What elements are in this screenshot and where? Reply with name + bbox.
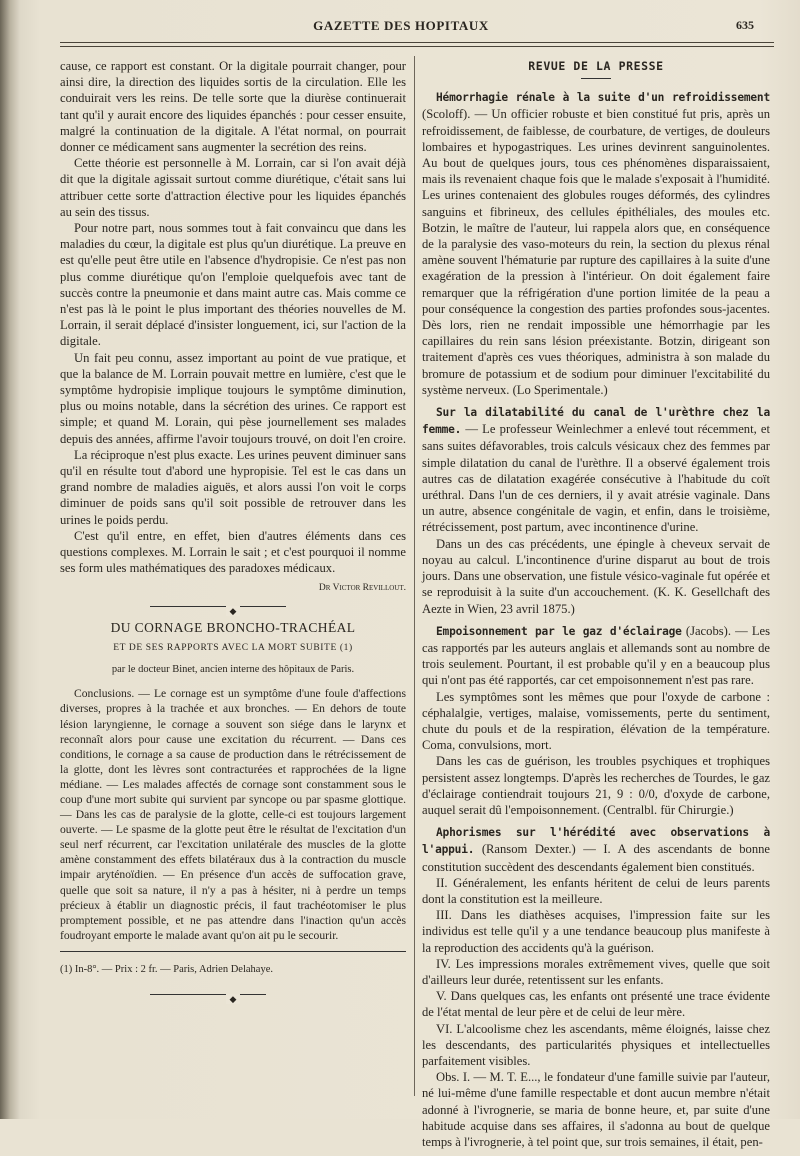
entry-paragraph: VI. L'alcoolisme chez les ascendants, même éloignés, laisse chez les descendants, des particularités physiques et intellectuelles parfaitement visibles. (422, 1021, 770, 1068)
paragraph: Cette théorie est personnelle à M. Lorrain, car si l'on avait déjà dit que la digitale agissait surtout comme diurétique, c'était sans lui attribuer cette sorte d'attraction élective pour les liquides épanchés au sein des tissus. (60, 156, 406, 219)
entry-heading: Aphorismes sur l'hérédité avec observations à l'appui. (422, 826, 770, 857)
page-header (30, 18, 772, 42)
entry-paragraph: II. Généralement, les enfants héritent de celui de leurs parents dont la constitution est la meilleure. (422, 875, 770, 906)
entry-text: (Ransom Dexter.) — I. A des ascendants de bonne constitution succèdent des descendants également bien constitués. (422, 842, 771, 874)
press-entry (422, 824, 770, 1150)
paragraph: La réciproque n'est plus exacte. Les urines peuvent diminuer sans qu'il en résulte tout d'abord une hypropisie. Tel est le cas dans un grand nombre de maladies aiguës, et alors aussi l'on voit le corps diminuer de poids sans qu'il soit possible de retrouver dans les urines le poids perdu. (60, 447, 406, 527)
entry-heading: Empoisonnement par le gaz d'éclairage (436, 624, 682, 638)
paragraph: C'est qu'il entre, en effet, bien d'autres éléments dans ces questions complexes. M. Lorrain le sait ; et c'est pourquoi il nomme ses form ules mathématiques des paradoxes médicaux. (60, 528, 406, 576)
paragraph: Pour notre part, nous sommes tout à fait convaincu que dans les maladies du cœur, la digitale est plus qu'un diurétique. La preuve en est qu'elle peut être utile en l'absence d'hydropisie. Ce n'est pas non plus comme diurétique qu'on l'emploie quelquefois avec tant de succès contre la pneumonie et dans maint autre cas. Mais comme ce n'est pas là le point le plus important des théories nouvelles de M. Lorrain, il serait déplacé d'insister longuement, ici, sur l'action de la digitale. (60, 221, 406, 349)
footnote: (1) In-8°. — Prix : 2 fr. — Paris, Adrien Delahaye. (60, 963, 273, 975)
press-entry (422, 623, 770, 818)
entry-paragraph: IV. Les impressions morales extrêmement vives, quelle que soit d'ailleurs leur durée, retentissent sur les enfants. (422, 956, 770, 987)
article-author: par le docteur Binet, ancien interne des hôpitaux de Paris. (111, 664, 355, 676)
entry-text: — Le professeur Weinlechmer a enlevé tout récemment, et sans suites défavorables, trois calculs vésicaux chez des femmes par simple dilatation du canal de l'urèthre. Il a observé également trois autres cas de dilatation exagérée consécutive à l'habitude du coït uréthral. Dans l'un de ces derniers, il y avait atrésie vaginale. Dans un autre, absence congénitale de vagin, et enfin, dans le troisième, rétrécissement, post partum, avec incontinence d'urine. (422, 422, 770, 535)
entry-paragraph: III. Dans les diathèses acquises, l'impression faite sur les individus est telle qu'il y a une tendance beaucoup plus manifeste à la reproduction des accidents qu'à la guérison. (422, 908, 770, 955)
article-title: DU CORNAGE BRONCHO-TRACHÉAL (110, 619, 356, 635)
article-body: Conclusions. — Le cornage est un symptôme d'une foule d'affections diverses, propres à la trachée et aux bronches. — En dehors de toute lésion laryngienne, le cornage a souvent son siége dans le larynx et reconnaît alors pour cause une excitation du récurrent. — Dans ces conditions, le cornage a sa cause de production dans le rétrécissement de la glotte, dont les lèvres sont contracturées et rapprochées de la ligne médiane. — Les malades affectés de cornage sont constamment sous le coup d'une mort subite qui survient par syncope ou par spasme glottique. — Dans les cas de paralysie de la glotte, celle-ci est toujours largement ouverte. — Le spasme de la glotte peut être le résultat de l'excitation d'un seul nerf récurrent, car l'excitation unilatérale des muscles de la glotte amène constamment des effets bilatéraux dus à la contraction du muscle impair aryténoïdien. — En présence d'un accès de suffocation grave, quelle que soit sa nature, il n'y a pas à hésiter, ni à perdre un temps précieux à établir un diagnostic précis, il faut trachéotomiser le plus promptement possible, et ne pas attendre dans l'inaction qu'un accès foudroyant emporte le malade avant qu'on ait pu le secourir. (60, 687, 406, 942)
press-entry (422, 89, 770, 398)
entry-paragraph: Les symptômes sont les mêmes que pour l'oxyde de carbone : céphalalgie, vertiges, malaise, vomissements, perte du sentiment, chute du pouls et de la respiration, élévation de la température. Coma, convulsions, mort. (422, 689, 770, 753)
paragraph: Un fait peu connu, assez important au point de vue pratique, et que la balance de M. Lorrain pouvait mettre en lumière, c'est que le symptôme hydropisie implique toujours le symptôme diminution, plus ou moins notable, dans la sécrétion des urines. Ce rapport est simple; et quand M. Lorain, qui pèse journellement ses malades depuis des années, affirme l'avoir toujours trouvé, on doit l'en croire. (60, 350, 406, 446)
column-divider (414, 56, 415, 1096)
paragraph: cause, ce rapport est constant. Or la digitale pourrait changer, pour ainsi dire, la direction des liquides sortis de la circulation. Elle les conduirait vers les reins. De telle sorte que la diurèse continuerait tant qu'il y aurait encore des liquides épanchés : pour cesser ensuite, malgré la continuation de la digitale. A l'état normal, on pourrait donner ce médicament sans augmenter la secrétion des reins. (60, 59, 406, 155)
journal-title: GAZETTE DES HOPITAUX (313, 18, 489, 33)
header-rule-double (60, 46, 774, 47)
entry-heading: Sur la dilatabilité du canal de l'urèthre chez la femme. (422, 406, 770, 437)
footnote-rule (60, 951, 406, 952)
ornament-divider-end (60, 990, 406, 1005)
ornament-icon: ◆ (226, 994, 241, 1004)
section-title: REVUE DE LA PRESSE (528, 59, 664, 73)
entry-heading: Hémorrhagie rénale à la suite d'un refroidissement (436, 91, 770, 105)
press-entry (422, 404, 770, 617)
entry-paragraph: Dans un des cas précédents, une épingle à cheveux servait de noyau au calcul. L'incontinence d'urine disparut au bout de trois jours. Dans une observation, une fistule vésico-vaginale fut opérée et se reproduisit à la suite d'un accouchement. (K. K. Gesellchaft des Aezte in Wien, 23 avril 1875.) (422, 536, 770, 616)
ornament-divider (60, 602, 406, 616)
entry-paragraph: V. Dans quelques cas, les enfants ont présenté une trace évidente de l'état mental de leur père et de celui de leur mère. (422, 989, 770, 1020)
right-column (422, 58, 770, 1156)
ornament-icon: ◆ (226, 606, 241, 616)
article-subtitle: ET DE SES RAPPORTS AVEC LA MORT SUBITE (1) (113, 642, 353, 653)
entry-paragraph: Dans les cas de guérison, les troubles psychiques et trophiques persistent assez longtemps. D'après les recherches de Tourdes, le gaz d'éclairage contiendrait toujours 21, 9 : 0/0, d'oxyde de carbone, auquel serait dû l'empoisonnement. (Centralbl. für Chirurgie.) (422, 754, 770, 817)
page-number: 635 (736, 18, 754, 32)
left-column (60, 58, 406, 1005)
entry-paragraph: Obs. I. — M. T. E..., le fondateur d'une famille suivie par l'auteur, né lui-même d'une famille respectable et dont aucun membre n'était adonné à l'ivrognerie, se maria de bonne heure, et, par suite d'une habitude acquise dans ses affaires, il s'adonna au bout de quelque temps à l'ivrognerie, à tel point que, sur trois semaines, il était, pen- (422, 1070, 770, 1149)
section-rule (581, 78, 611, 79)
author-signature: Dr Victor Revillout. (318, 582, 406, 593)
header-rule (60, 42, 774, 43)
entry-text: (Jacobs). — Les cas rapportés par les auteurs anglais et allemands sont au nombre de trois seulement. Pourtant, il est probable qu'il y en a beaucoup plus qui n'ont pas été rapportés, car cet empoisonnement n'est pas rare. (422, 623, 771, 688)
entry-text: (Scoloff). — Un officier robuste et bien constitué fut pris, après un refroidissement, de faiblesse, de courbature, de vertiges, de douleurs lombaires et hypogastriques. Les urines devinrent sanguinolentes. Au bout de quelques jours, tous ces phénomènes disparaissaient, mais ils revenaient chaque fois que le malade s'exposait à l'humidité. Les urines contenaient des globules rouges déformés, des cylindres sanguins et fibrineux, des cellules épithéliales, des moules etc. Botzin, le maître de l'auteur, lui rappela alors que, en conséquence de la paralysie des vaso-moteurs du rein, la section du plexus rénal amène souvent l'hématurie par rupture des capillaires à la suite d'une exagération de la pression à l'intérieur. On doit également faire remarquer que la réfrigération d'une portion limitée de la peau a pour conséquence la congestion des parties profondes sous-jacentes. Dès lors, rien ne rendait impossible une hémorrhagie par les capillaires du rein sans lésion préexistante. Botzin, dirigeant son traitement d'après ces vues théoriques, administra à son malade du bromure de potassium et de sodium pour diminuer l'excitabilité du système nerveux. (Lo Sperimentale.) (422, 107, 770, 397)
